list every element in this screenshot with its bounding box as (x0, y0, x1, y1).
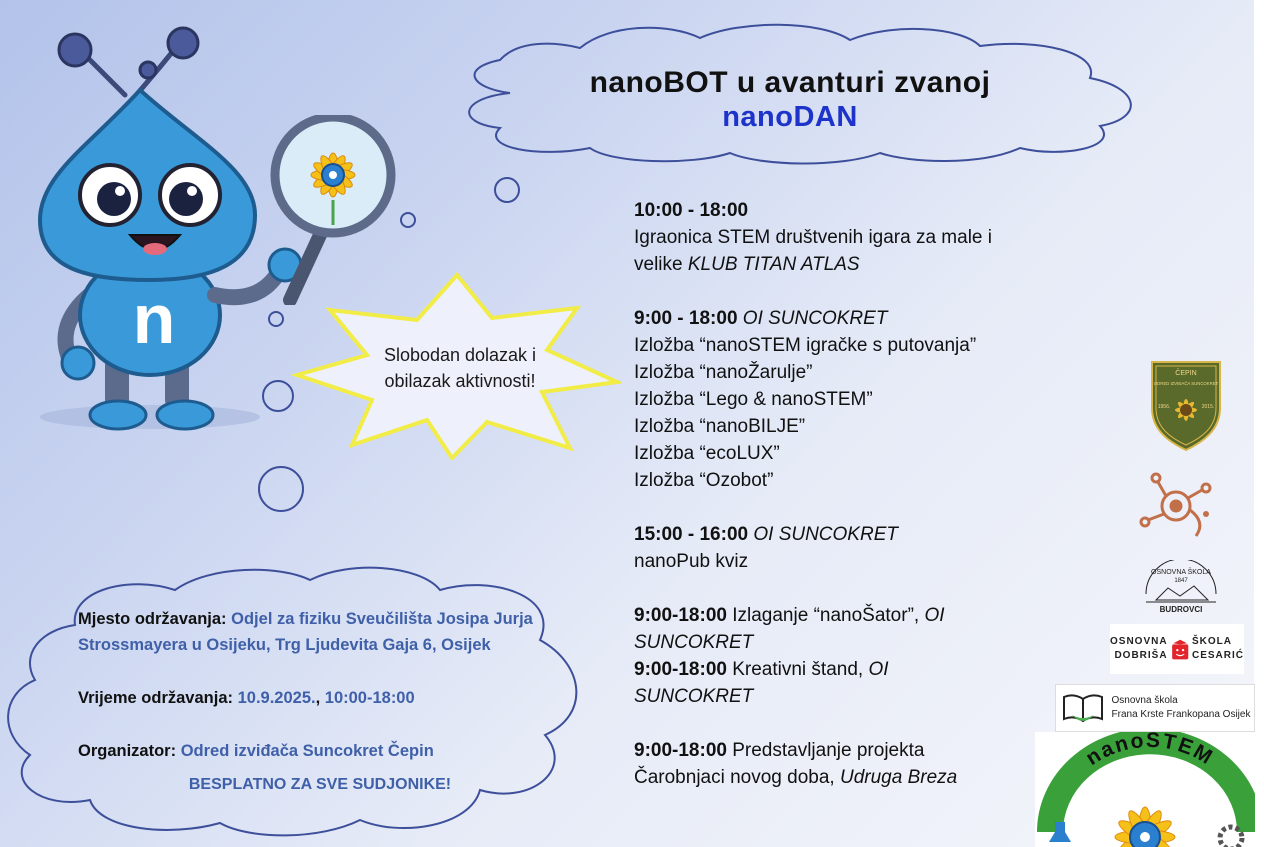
schedule-block (634, 737, 1054, 791)
info-label: Mjesto održavanja (78, 610, 222, 628)
schedule-text: Igraonica STEM društvenih igara za male i (634, 227, 992, 248)
schedule-organizer: OI (924, 605, 945, 626)
info-value: 10:00-18:00 (324, 689, 415, 707)
schedule-time: 9:00-18:00 (634, 659, 727, 680)
schedule-time: 10:00 - 18:00 (634, 200, 749, 221)
schedule (634, 197, 1054, 818)
logo-molecule (1136, 460, 1216, 542)
schedule-item: Izložba “ecoLUX” (634, 443, 780, 464)
schedule-time: 9:00 - 18:00 (634, 308, 738, 329)
info-time: Vrijeme održavanja: 10.9.2025., 10:00-18:00 (78, 689, 415, 707)
schedule-item: Izložba “nanoSTEM igračke s putovanja” (634, 335, 977, 356)
logo-text: ČEPIN (1175, 370, 1197, 377)
schedule-block (634, 521, 1054, 575)
schedule-text: Izlaganje “nanoŠator”, (726, 605, 925, 626)
schedule-time: 9:00-18:00 (634, 740, 727, 761)
logo-text: Frana Krste Frankopana Osijek (1111, 709, 1251, 720)
logo-text: CESARIĆ (1191, 650, 1244, 661)
schedule-block (634, 602, 1054, 710)
logo-text: DOBRIŠA (1114, 650, 1168, 661)
logo-text: OSNOVNA (1110, 636, 1168, 647)
poster-subtitle: nanoDAN (722, 101, 858, 133)
free-entry-note: BESPLATNO ZA SVE SUDJONIKE! (188, 776, 452, 793)
logo-nanostem (1035, 732, 1255, 847)
star-line-2: obilazak aktivnosti! (384, 371, 536, 391)
schedule-item: nanoPub kviz (634, 551, 749, 572)
schedule-text: Kreativni štand, (726, 659, 869, 680)
schedule-organizer: Udruga Breza (839, 767, 958, 788)
schedule-organizer: OI SUNCOKRET (753, 524, 898, 545)
book-face-icon (1171, 629, 1189, 669)
info-value: 10.9.2025. (237, 689, 316, 707)
schedule-item: Izložba “Lego & nanoSTEM” (634, 389, 873, 410)
logo-os-budrovci (1138, 560, 1224, 616)
nanostem-sunflower-icon (1035, 732, 1255, 847)
logo-odred-izvidjaca-suncokret (1148, 358, 1224, 452)
schedule-text: velike (634, 254, 688, 275)
schedule-item: Izložba “nanoŽarulje” (634, 362, 813, 383)
schedule-time: 15:00 - 16:00 (634, 524, 749, 545)
thought-bubble (400, 212, 416, 228)
schedule-organizer: SUNCOKRET (634, 632, 754, 653)
thought-bubble (262, 380, 294, 412)
svg-text:nanoSTEM (1082, 732, 1218, 770)
schedule-item: Izložba “Ozobot” (634, 470, 774, 491)
event-info (78, 606, 568, 791)
logo-text: BUDROVCI (1159, 605, 1203, 614)
logo-text: Osnovna škola (1111, 695, 1178, 706)
info-organizer: Organizator: Odred izviđača Suncokret Čepin (78, 742, 434, 760)
info-place: Mjesto održavanja: Odjel za fiziku Sveučilišta Josipa Jurja Strossmayera u Osijeku, Trg Ljudevita Gaja 6, Osijek (78, 610, 533, 654)
star-callout-text (360, 342, 560, 394)
logo-text-block (1112, 694, 1251, 722)
right-edge-strip (1254, 0, 1264, 847)
shield-logo-icon (1148, 358, 1224, 452)
schedule-time: 9:00-18:00 (634, 605, 727, 626)
info-label: Organizator (78, 742, 171, 760)
info-value: Odjel za fiziku Sveučilišta Josipa Jurja (231, 610, 533, 628)
logo-text: 2015. (1201, 404, 1215, 410)
mascot-letter: n (132, 280, 176, 358)
logo-text: ŠKOLA (1191, 636, 1232, 647)
poster-title: nanoBOT u avanturi zvanoj (589, 66, 991, 99)
thought-bubble (268, 311, 284, 327)
school-building-icon (1138, 560, 1224, 616)
schedule-block (634, 305, 1054, 494)
logo-os-frana-krste-frankopana (1055, 684, 1255, 732)
info-value: Strossmayera u Osijeku, Trg Ljudevita Gaja 6, Osijek (78, 636, 491, 654)
logo-text: 1956. (1157, 404, 1171, 410)
schedule-organizer: SUNCOKRET (634, 686, 754, 707)
info-value: Odred izviđača Suncokret Čepin (180, 742, 434, 760)
thought-bubble (258, 466, 304, 512)
book-icon (1060, 691, 1106, 725)
info-label: Vrijeme održavanja (78, 689, 228, 707)
logo-os-dobrisa-cesaric (1110, 624, 1244, 674)
thought-bubble (494, 177, 520, 203)
logo-text-right (1192, 635, 1244, 663)
schedule-organizer: KLUB TITAN ATLAS (687, 254, 860, 275)
logo-text: OSNOVNA ŠKOLA (1151, 569, 1211, 576)
schedule-text: Čarobnjaci novog doba, (634, 767, 840, 788)
molecule-icon (1136, 460, 1216, 542)
logo-text-left (1110, 635, 1168, 663)
schedule-organizer: OI SUNCOKRET (742, 308, 888, 329)
schedule-block (634, 197, 1054, 278)
schedule-text: Predstavljanje projekta (726, 740, 925, 761)
schedule-organizer: OI (868, 659, 889, 680)
logo-text: 1847 (1174, 578, 1188, 584)
star-line-1: Slobodan dolazak i (383, 345, 537, 365)
schedule-item: Izložba “nanoBILJE” (634, 416, 806, 437)
logo-text: ODRED IZVIĐAČA SUNCOKRET (1153, 381, 1219, 386)
nanostem-logo-text: nanoSTEM (1081, 732, 1218, 770)
